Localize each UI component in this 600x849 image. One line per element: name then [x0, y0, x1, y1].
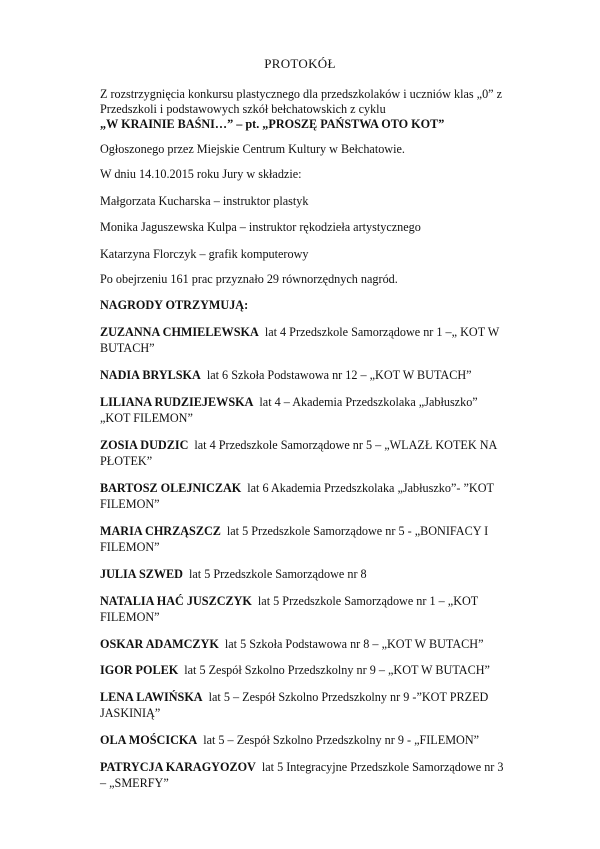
award-details-continued: FILEMON”	[100, 540, 160, 554]
award-entry	[100, 394, 520, 410]
award-entry	[100, 523, 520, 539]
award-name: JULIA SZWED	[100, 567, 183, 581]
award-details-continued: BUTACH”	[100, 341, 155, 355]
award-details: lat 5 – Zespół Szkolno Przedszkolny nr 9 - „FILEMON”	[203, 733, 480, 747]
jury-intro-line: W dniu 14.10.2015 roku Jury w składzie:	[100, 167, 302, 181]
award-details: lat 5 Przedszkole Samorządowe nr 8	[188, 567, 367, 581]
jury-member: Katarzyna Florczyk – grafik komputerowy	[100, 247, 309, 261]
award-entry	[100, 593, 520, 609]
award-entry	[100, 324, 520, 340]
award-entry	[100, 732, 520, 748]
award-entry	[100, 566, 520, 582]
award-name: PATRYCJA KARAGYOZOV	[100, 760, 256, 774]
award-details: lat 5 Zespół Szkolno Przedszkolny nr 9 – „KOT W BUTACH”	[184, 663, 490, 677]
award-entry	[100, 437, 520, 453]
intro-line-3-contest-title: „W KRAINIE BAŚNI…” – pt. „PROSZĘ PAŃSTWA OTO KOT”	[100, 117, 445, 131]
award-entry	[100, 367, 520, 383]
award-details: lat 4 Przedszkole Samorządowe nr 1 –„ KOT W	[264, 325, 500, 339]
award-name: NATALIA HAĆ JUSZCZYK	[100, 594, 252, 608]
award-details: lat 5 Przedszkole Samorządowe nr 1 – „KOT	[257, 594, 479, 608]
document-title: PROTOKÓŁ	[264, 56, 336, 71]
award-name: BARTOSZ OLEJNICZAK	[100, 481, 242, 495]
award-details: lat 6 Szkoła Podstawowa nr 12 – „KOT W BUTACH”	[206, 368, 472, 382]
intro-line-1: Z rozstrzygnięcia konkursu plastycznego dla przedszkolaków i uczniów klas „0” z	[100, 87, 503, 101]
award-details: lat 5 Integracyjne Przedszkole Samorządowe nr 3	[261, 760, 504, 774]
award-details: lat 5 Szkoła Podstawowa nr 8 – „KOT W BUTACH”	[224, 637, 484, 651]
award-name: OSKAR ADAMCZYK	[100, 637, 219, 651]
summary-line: Po obejrzeniu 161 prac przyznało 29 równorzędnych nagród.	[100, 272, 398, 286]
award-name: LILIANA RUDZIEJEWSKA	[100, 395, 254, 409]
award-details-continued: „KOT FILEMON”	[100, 411, 193, 425]
organizer-line: Ogłoszonego przez Miejskie Centrum Kultury w Bełchatowie.	[100, 142, 405, 156]
award-details: lat 4 – Akademia Przedszkolaka „Jabłuszko”	[259, 395, 478, 409]
award-entry	[100, 759, 520, 775]
award-entry	[100, 636, 520, 652]
award-name: OLA MOŚCICKA	[100, 733, 198, 747]
award-details-continued: PŁOTEK”	[100, 454, 153, 468]
award-details-continued: FILEMON”	[100, 610, 160, 624]
jury-member: Małgorzata Kucharska – instruktor plastyk	[100, 194, 309, 208]
award-name: NADIA BRYLSKA	[100, 368, 201, 382]
award-name: ZUZANNA CHMIELEWSKA	[100, 325, 259, 339]
award-entry	[100, 689, 520, 705]
award-name: MARIA CHRZĄSZCZ	[100, 524, 221, 538]
award-details-continued: – „SMERFY”	[100, 776, 169, 790]
award-entry	[100, 662, 520, 678]
award-entry	[100, 480, 520, 496]
award-name: IGOR POLEK	[100, 663, 179, 677]
jury-member: Monika Jaguszewska Kulpa – instruktor rękodzieła artystycznego	[100, 220, 421, 234]
award-details: lat 4 Przedszkole Samorządowe nr 5 – „WLAZŁ KOTEK NA	[194, 438, 498, 452]
award-name: LENA LAWIŃSKA	[100, 690, 203, 704]
award-name: ZOSIA DUDZIC	[100, 438, 189, 452]
award-details-continued: FILEMON”	[100, 497, 160, 511]
award-details: lat 6 Akademia Przedszkolaka „Jabłuszko”- ”KOT	[247, 481, 494, 495]
award-details-continued: JASKINIĄ”	[100, 706, 161, 720]
award-details: lat 5 Przedszkole Samorządowe nr 5 - „BONIFACY I	[226, 524, 489, 538]
intro-line-2: Przedszkoli i podstawowych szkół bełchatowskich z cyklu	[100, 102, 386, 116]
awards-heading: NAGRODY OTRZYMUJĄ:	[100, 298, 249, 312]
award-details: lat 5 – Zespół Szkolno Przedszkolny nr 9 -”KOT PRZED	[208, 690, 489, 704]
